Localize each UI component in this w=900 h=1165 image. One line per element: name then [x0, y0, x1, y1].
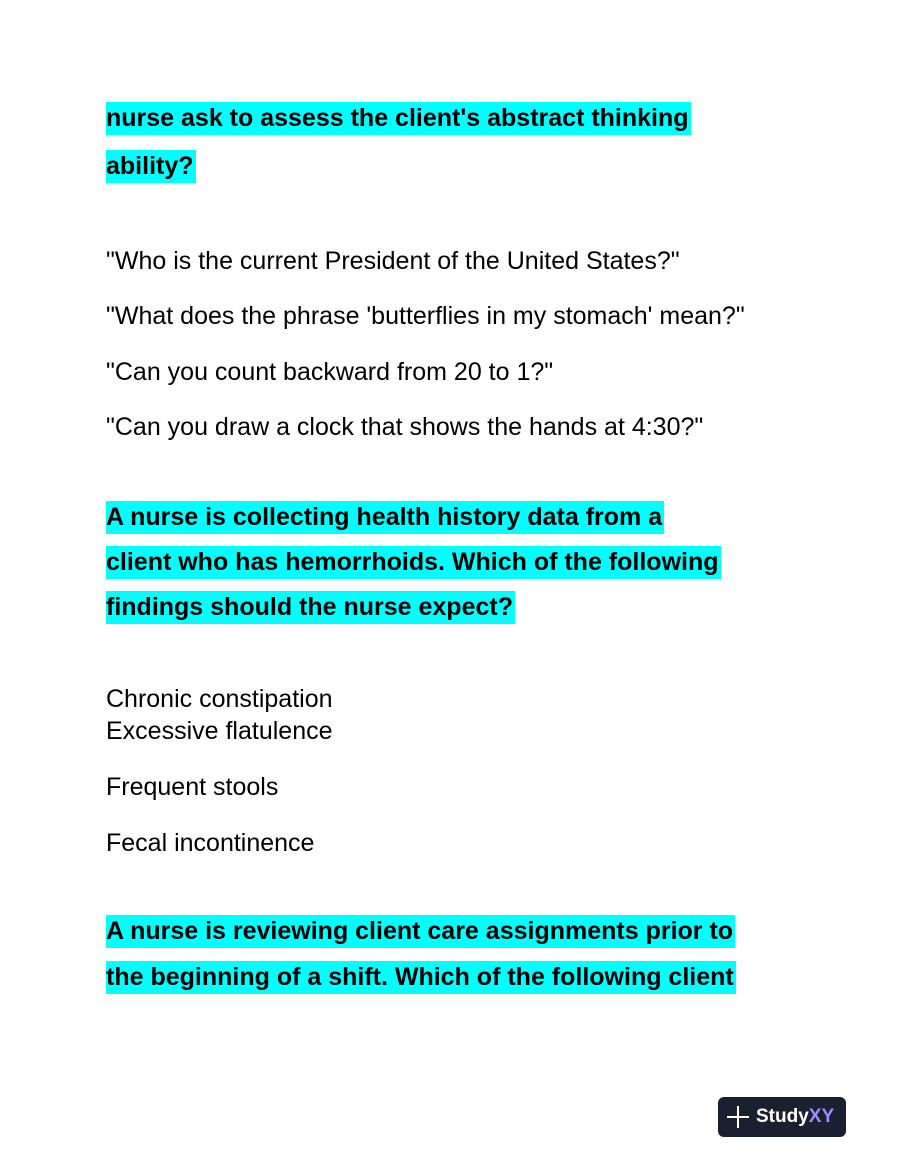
- question-1-line-2: ability?: [106, 150, 196, 183]
- question-2-option-3: Frequent stools: [106, 773, 279, 801]
- brand-name-accent: XY: [808, 1106, 835, 1127]
- question-1-line-1: nurse ask to assess the client's abstract thinking: [106, 102, 691, 135]
- brand-name: [756, 1106, 834, 1128]
- question-2-line-1: A nurse is collecting health history data from a: [106, 501, 664, 534]
- question-1-option-2: "What does the phrase 'butterflies in my stomach' mean?": [106, 302, 745, 330]
- question-2-option-2: Excessive flatulence: [106, 717, 333, 745]
- question-2-option-1: Chronic constipation: [106, 685, 333, 713]
- question-2-line-3: findings should the nurse expect?: [106, 591, 515, 624]
- plus-icon: [727, 1106, 749, 1128]
- question-3-line-1: A nurse is reviewing client care assignments prior to: [106, 915, 735, 948]
- studyxy-logo-badge[interactable]: [718, 1097, 846, 1137]
- question-2-option-4: Fecal incontinence: [106, 829, 315, 857]
- question-2-line-2: client who has hemorrhoids. Which of the following: [106, 546, 721, 579]
- question-1-option-4: "Can you draw a clock that shows the hands at 4:30?": [106, 413, 704, 441]
- brand-name-main: Study: [756, 1106, 809, 1127]
- question-1-option-1: "Who is the current President of the United States?": [106, 247, 680, 275]
- question-1-option-3: "Can you count backward from 20 to 1?": [106, 358, 554, 386]
- question-3-line-2: the beginning of a shift. Which of the following client: [106, 961, 736, 994]
